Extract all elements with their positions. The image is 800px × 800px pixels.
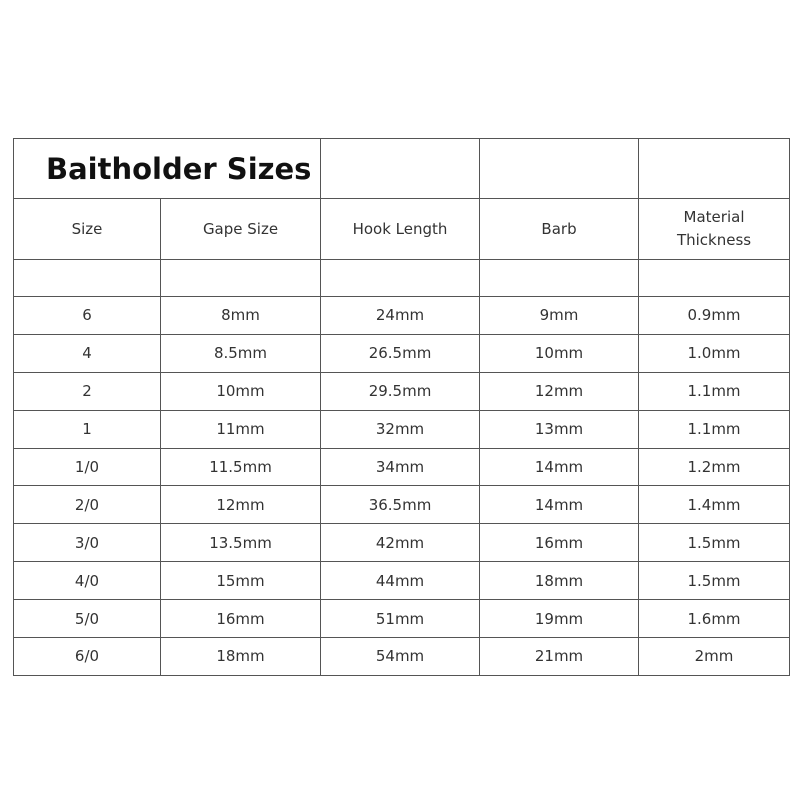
cell-barb: 12mm: [480, 372, 639, 410]
cell-gape-size: 13.5mm: [161, 524, 321, 562]
cell-material-thickness: 1.1mm: [639, 372, 790, 410]
cell-material-thickness: 1.6mm: [639, 600, 790, 638]
cell-material-thickness: 1.5mm: [639, 562, 790, 600]
cell-hook-length: 36.5mm: [321, 486, 480, 524]
cell-size: 2/0: [14, 486, 161, 524]
cell-hook-length: 32mm: [321, 410, 480, 448]
cell-size: 1/0: [14, 448, 161, 486]
cell-material-thickness: 1.0mm: [639, 334, 790, 372]
cell-gape-size: 18mm: [161, 638, 321, 676]
cell-gape-size: 8mm: [161, 297, 321, 335]
cell-barb: 16mm: [480, 524, 639, 562]
column-header-barb: Barb: [480, 199, 639, 260]
cell-material-thickness: 1.2mm: [639, 448, 790, 486]
blank-cell: [480, 260, 639, 297]
cell-hook-length: 42mm: [321, 524, 480, 562]
column-header-material-thickness: [639, 199, 790, 260]
cell-hook-length: 44mm: [321, 562, 480, 600]
column-header-size: Size: [14, 199, 161, 260]
material-thickness-label: Material Thickness: [676, 208, 752, 249]
cell-size: 6: [14, 297, 161, 335]
cell-hook-length: 51mm: [321, 600, 480, 638]
cell-size: 4/0: [14, 562, 161, 600]
cell-hook-length: 26.5mm: [321, 334, 480, 372]
cell-barb: 13mm: [480, 410, 639, 448]
cell-hook-length: 54mm: [321, 638, 480, 676]
cell-gape-size: 15mm: [161, 562, 321, 600]
title-row-empty-cell: [639, 139, 790, 199]
cell-gape-size: 12mm: [161, 486, 321, 524]
table-row: [14, 524, 790, 562]
title-row-empty-cell: [321, 139, 480, 199]
cell-gape-size: 8.5mm: [161, 334, 321, 372]
blank-cell: [161, 260, 321, 297]
cell-hook-length: 24mm: [321, 297, 480, 335]
cell-hook-length: 34mm: [321, 448, 480, 486]
column-header-hook-length: Hook Length: [321, 199, 480, 260]
cell-gape-size: 10mm: [161, 372, 321, 410]
cell-barb: 14mm: [480, 448, 639, 486]
cell-material-thickness: 1.4mm: [639, 486, 790, 524]
table-row: [14, 600, 790, 638]
blank-cell: [639, 260, 790, 297]
cell-size: 3/0: [14, 524, 161, 562]
cell-barb: 9mm: [480, 297, 639, 335]
header-row: [14, 199, 790, 260]
table-row: [14, 448, 790, 486]
table-row: [14, 562, 790, 600]
table-row: [14, 372, 790, 410]
cell-gape-size: 11mm: [161, 410, 321, 448]
cell-size: 5/0: [14, 600, 161, 638]
baitholder-size-table: [13, 138, 790, 676]
table-row: [14, 638, 790, 676]
table-row: [14, 410, 790, 448]
cell-barb: 18mm: [480, 562, 639, 600]
cell-size: 1: [14, 410, 161, 448]
cell-material-thickness: 1.5mm: [639, 524, 790, 562]
cell-material-thickness: 2mm: [639, 638, 790, 676]
table-row: [14, 297, 790, 335]
cell-size: 6/0: [14, 638, 161, 676]
cell-size: 2: [14, 372, 161, 410]
cell-material-thickness: 1.1mm: [639, 410, 790, 448]
blank-cell: [321, 260, 480, 297]
cell-gape-size: 11.5mm: [161, 448, 321, 486]
cell-barb: 21mm: [480, 638, 639, 676]
cell-barb: 10mm: [480, 334, 639, 372]
table-title: Baitholder Sizes: [14, 139, 321, 199]
blank-row: [14, 260, 790, 297]
cell-hook-length: 29.5mm: [321, 372, 480, 410]
cell-barb: 14mm: [480, 486, 639, 524]
blank-cell: [14, 260, 161, 297]
table-row: [14, 486, 790, 524]
title-row-empty-cell: [480, 139, 639, 199]
cell-size: 4: [14, 334, 161, 372]
table-row: [14, 334, 790, 372]
title-row: [14, 139, 790, 199]
cell-barb: 19mm: [480, 600, 639, 638]
column-header-gape-size: Gape Size: [161, 199, 321, 260]
cell-gape-size: 16mm: [161, 600, 321, 638]
cell-material-thickness: 0.9mm: [639, 297, 790, 335]
